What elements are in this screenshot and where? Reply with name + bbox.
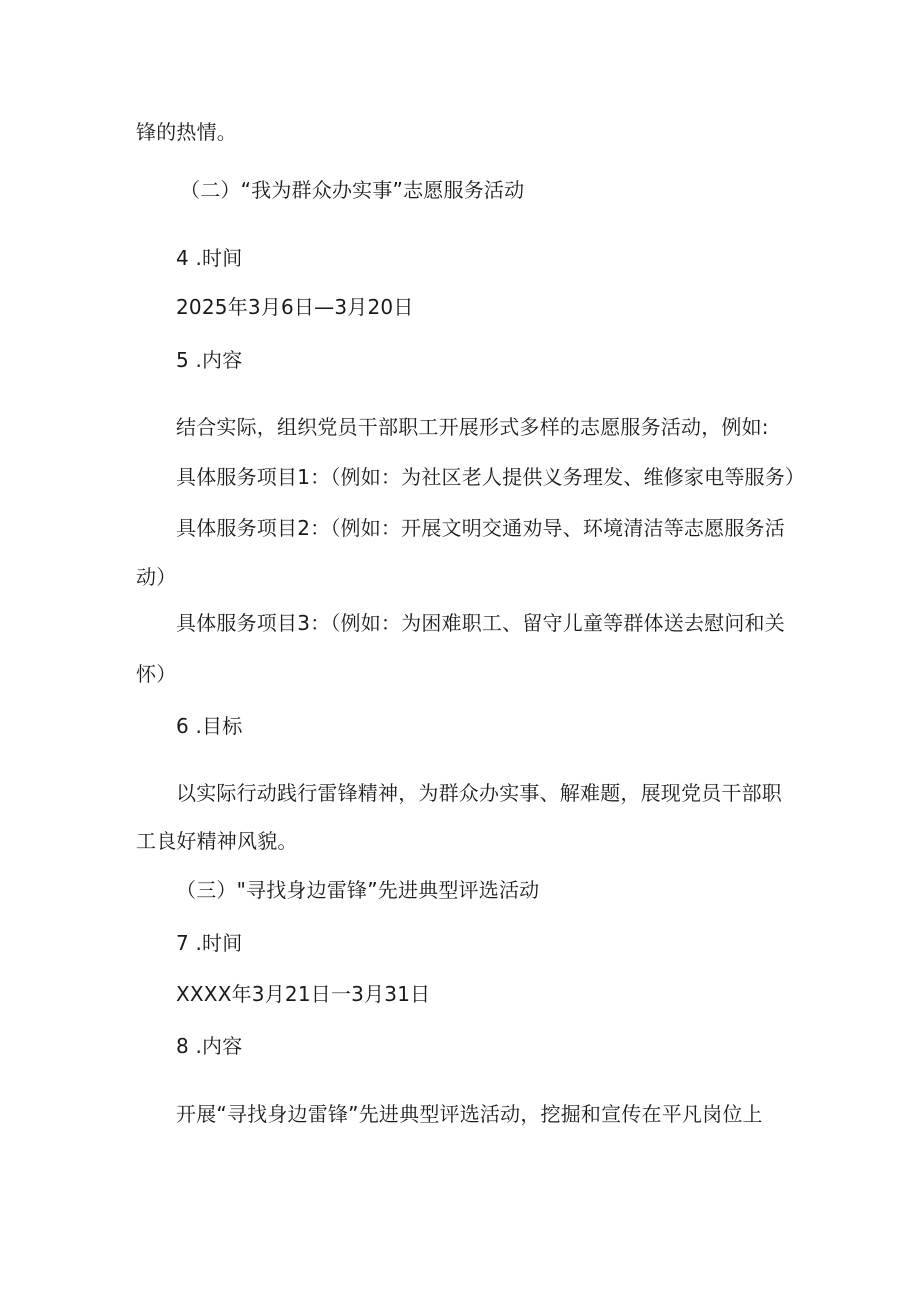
date-range: 2025年3月6日—3月20日 xyxy=(176,295,414,319)
subheading-content: 8 .内容 xyxy=(176,1034,243,1058)
service-item-2-continued: 动） xyxy=(136,565,177,589)
subheading-goal: 6 .目标 xyxy=(176,714,243,738)
service-item-2: 具体服务项目2：（例如：开展文明交通劝导、环境清洁等志愿服务活 xyxy=(176,516,785,540)
paragraph-line: 锋的热情。 xyxy=(136,120,237,144)
date-range: XXXX年3月21日一3月31日 xyxy=(176,982,431,1006)
subheading-content: 5 .内容 xyxy=(176,348,243,372)
service-item-1: 具体服务项目1：（例如：为社区老人提供义务理发、维修家电等服务） xyxy=(176,465,806,489)
section-heading: （三）"寻找身边雷锋”先进典型评选活动 xyxy=(176,878,540,902)
subheading-time: 7 .时间 xyxy=(176,931,243,955)
section-heading: （二）“我为群众办实事”志愿服务活动 xyxy=(180,178,525,202)
service-item-3-continued: 怀） xyxy=(136,662,177,686)
paragraph-line: 工良好精神风貌。 xyxy=(136,829,298,853)
paragraph-line: 开展“寻找身边雷锋”先进典型评选活动，挖掘和宣传在平凡岗位上 xyxy=(176,1102,763,1126)
service-item-3: 具体服务项目3：（例如：为困难职工、留守儿童等群体送去慰问和关 xyxy=(176,611,785,635)
paragraph-line: 结合实际，组织党员干部职工开展形式多样的志愿服务活动，例如: xyxy=(176,415,769,439)
subheading-time: 4 .时间 xyxy=(176,246,243,270)
paragraph-line: 以实际行动践行雷锋精神，为群众办实事、解难题，展现党员干部职 xyxy=(176,781,782,805)
